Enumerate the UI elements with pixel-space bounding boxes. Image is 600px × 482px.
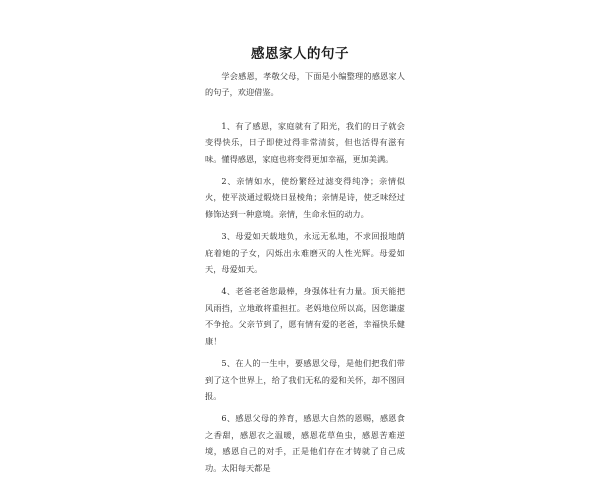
paragraph-4: 4、老爸老爸您最棒，身强体壮有力量。顶天能把风雨挡，立地敢将重担扛。老妈地位所以高，因您谦虚不争抢。父亲节到了，愿有情有爱的老爸，幸福快乐健康！: [205, 286, 405, 346]
page-title: 感恩家人的句子: [251, 46, 349, 62]
paragraph-3: 3、母爱如天载地负，永远无私地，不求回报地荫庇着她的子女，闪烁出永难磨灭的人性光辉。母爱如天，母爱如天。: [205, 231, 405, 275]
paragraph-1: 1、有了感恩，家庭就有了阳光，我们的日子就会变得快乐，日子即使过得非常清贫，但也活得有滋有味。懂得感恩，家庭也将变得更加幸福，更加美满。: [205, 120, 405, 164]
intro-paragraph: 学会感恩，孝敬父母，下面是小编整理的感恩家人的句子，欢迎借鉴。: [205, 71, 405, 98]
article-body: [205, 68, 405, 482]
paragraph-5: 5、在人的一生中，要感恩父母，是他们把我们带到了这个世界上，给了我们无私的爱和关怀，却不图回报。: [205, 358, 405, 401]
paragraph-2: 2、亲情如水，使纷繁经过滤变得纯净；亲情似火，使平淡通过煅烧日显棱角；亲情是诗，使乏味经过修饰达到一种意境。亲情，生命永恒的动力。: [205, 176, 405, 219]
paragraph-6: 6、感恩父母的养育，感恩大自然的恩赐，感恩食之香甜，感恩衣之温暖，感恩花草鱼虫，感恩苦难逆境，感恩自己的对手，正是他们存在才铸就了自己成功。太阳每天都是: [205, 413, 405, 473]
